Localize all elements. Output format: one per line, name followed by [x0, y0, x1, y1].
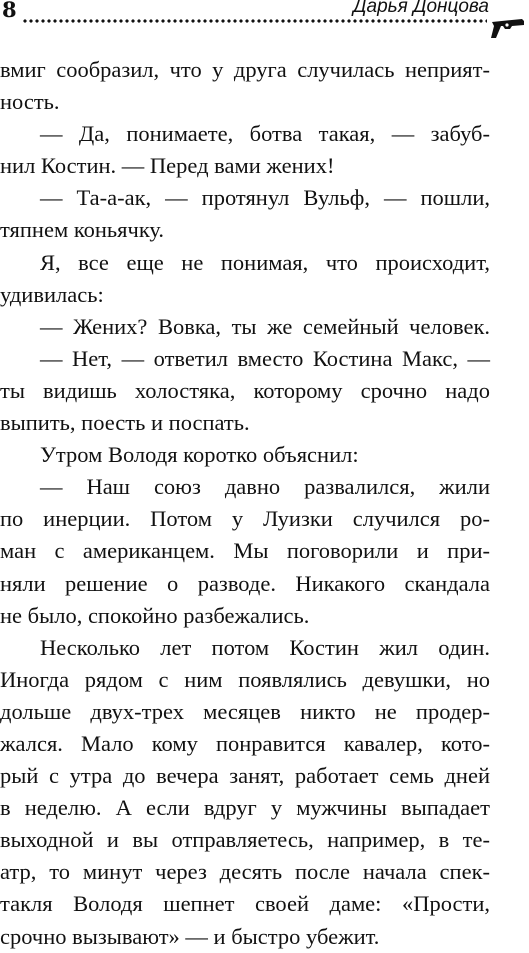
page-header — [0, 0, 529, 44]
text-line: срочно вызывают» — и быстро убежит. — [0, 923, 380, 949]
text-line: по инерции. Потом у Луизки случился ро- — [0, 506, 490, 532]
text-line: ность. — [0, 89, 60, 115]
text-line: удивилась: — [0, 281, 104, 307]
text-line: — Жених? Вовка, ты же семейный человек. — [40, 313, 490, 339]
text-line: нил Костин. — Перед вами жених! — [0, 153, 335, 179]
text-line: в неделю. А если вдруг у мужчины выпадает — [0, 795, 490, 821]
text-line: — Наш союз давно развалился, жили — [40, 474, 490, 500]
page-number: 8 — [2, 0, 17, 22]
text-line: тяпнем коньячку. — [0, 217, 165, 243]
text-line: рый с утра до вечера занят, работает семь дней — [0, 763, 490, 789]
text-line: выходной и вы отправляетесь, например, в те- — [0, 827, 490, 853]
text-line: Иногда рядом с ним появлялись девушки, но — [0, 666, 490, 692]
text-line: такля Володя шепнет своей даме: «Прости, — [0, 891, 490, 917]
text-line: Несколько лет потом Костин жил один. — [40, 634, 490, 660]
text-line: Утром Володя коротко объяснил: — [40, 442, 359, 468]
text-line: Я, все еще не понимая, что происходит, — [40, 249, 490, 275]
body-text — [0, 54, 490, 953]
text-line: — Нет, — ответил вместо Костина Макс, — — [40, 345, 490, 371]
text-line: — Та-а-ак, — протянул Вульф, — пошли, — [40, 185, 490, 211]
text-line: не было, спокойно разбежались. — [0, 602, 310, 628]
text-line: выпить, поесть и поспать. — [0, 410, 250, 436]
text-line: ман с американцем. Мы поговорили и при- — [0, 538, 490, 564]
text-line: жался. Мало кому понравится кавалер, кото- — [0, 730, 490, 756]
text-line: — Да, понимаете, ботва такая, — забуб- — [40, 121, 490, 147]
revolver-icon — [490, 16, 526, 40]
dotted-leader — [22, 19, 487, 23]
text-line: няли решение о разводе. Никакого скандала — [0, 570, 490, 596]
text-line: ты видишь холостяка, которому срочно надо — [0, 377, 490, 403]
text-line: вмиг сообразил, что у друга случилась неприят- — [0, 57, 490, 82]
running-head-author: Дарья Донцова — [353, 0, 489, 17]
text-line: атр, то минут через десять после начала спек- — [0, 859, 490, 885]
text-line: дольше двух-трех месяцев никто не продер- — [0, 698, 490, 724]
